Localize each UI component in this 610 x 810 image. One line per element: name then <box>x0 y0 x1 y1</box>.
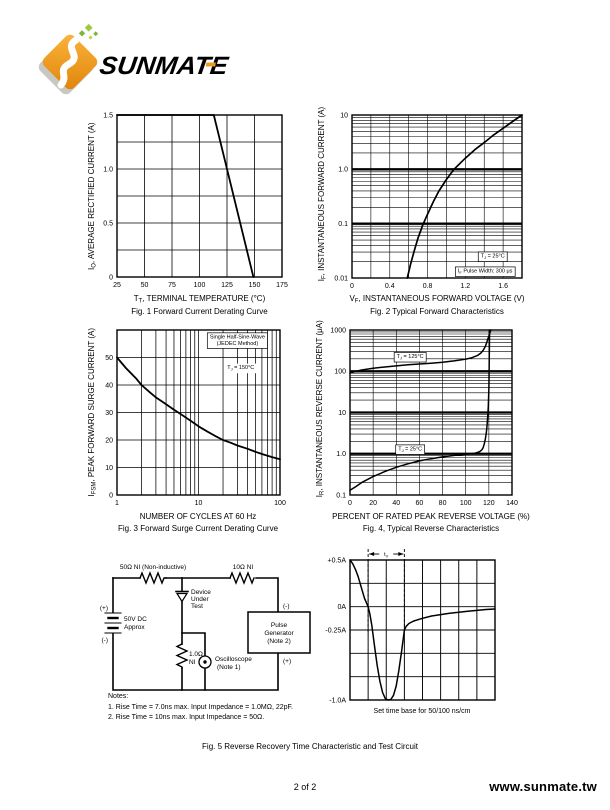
fig4-caption: Fig. 4, Typical Reverse Characteristics <box>362 524 500 533</box>
svg-text:TJ = 125°C: $T_J = 125^\circ C$ <box>396 353 424 361</box>
svg-text:TJ = 25°C: $T_J = 25^\circ C$ <box>480 253 505 261</box>
logo-e-bar <box>206 63 216 67</box>
fig4-y-axis-title: $I_R$, INSTANTANEOUS REVERSE CURRENT (μA) <box>314 320 326 498</box>
dut-label-3: Test <box>191 603 203 610</box>
svg-text:10: 10 <box>194 500 203 507</box>
dut-label-1: Device <box>191 589 211 596</box>
svg-text:1.0: 1.0 <box>338 166 348 174</box>
circuit-notes <box>108 692 293 724</box>
svg-text:1.6: 1.6 <box>498 283 508 290</box>
battery-plus-label: (+) <box>99 605 108 612</box>
resistor-1ohm <box>177 644 187 668</box>
svg-text:20: 20 <box>369 500 378 507</box>
svg-text:1: 1 <box>115 500 119 507</box>
svg-text:100: 100 <box>334 368 346 376</box>
fig5-caption: Fig. 5 Reverse Recovery Time Characteristic and Test Circuit <box>202 742 418 751</box>
pg-minus-label: (-) <box>283 603 290 610</box>
dut-label-2: Under <box>191 596 209 603</box>
fig1-y-axis-title: $I_O$, AVERAGE RECTIFIED CURRENT (A) <box>86 122 98 271</box>
scope-label-1: Oscilloscope <box>215 656 252 663</box>
svg-text:0.1: 0.1 <box>336 492 346 500</box>
fig5-waveform-chart <box>305 545 560 710</box>
svg-text:80: 80 <box>438 500 447 507</box>
svg-text:0: 0 <box>350 283 354 290</box>
resistor-10ohm <box>230 573 254 583</box>
tick-labels <box>334 112 508 290</box>
pulse-gen-label-1: Pulse <box>270 622 288 629</box>
battery-symbol <box>105 613 121 633</box>
annotation <box>396 445 425 455</box>
svg-text:0.4: 0.4 <box>384 283 395 290</box>
svg-text:120: 120 <box>483 500 495 507</box>
svg-text:1.0: 1.0 <box>103 166 113 174</box>
fig3-chart <box>85 323 300 513</box>
pulse-gen-label-3: (Note 2) <box>267 638 291 645</box>
svg-text:IF Pulse Width: 300 μs: $I_F$ Pulse Width: 300 μs <box>457 268 513 275</box>
page-number: 2 of 2 <box>293 782 317 792</box>
annotation <box>455 267 515 277</box>
sunmate-logo <box>38 22 248 102</box>
fig2-chart <box>330 100 535 295</box>
fig1-caption: Fig. 1 Forward Current Derating Curve <box>131 307 268 316</box>
svg-text:125: 125 <box>221 282 233 289</box>
pulse-gen-label-2: Generator <box>264 630 294 637</box>
svg-text:0: 0 <box>348 500 352 507</box>
fig1-x-axis-title: $T_T$, TERMINAL TEMPERATURE (°C) <box>133 294 266 305</box>
fig3-x-axis-title: NUMBER OF CYCLES AT 60 Hz <box>139 512 257 521</box>
svg-text:60: 60 <box>415 500 424 507</box>
website-link[interactable]: www.sunmate.tw <box>489 779 597 794</box>
annotation <box>394 352 426 362</box>
logo-wordmark: sunmate <box>97 52 224 80</box>
r3-label-2: NI <box>189 659 196 666</box>
fig5-test-circuit <box>95 550 320 695</box>
svg-text:30: 30 <box>105 409 113 417</box>
fig4-chart <box>328 323 543 513</box>
battery-label-1: 50V DC <box>124 616 147 623</box>
note-2: 2. Rise Time = 10ns max. Input Impedance = 50Ω. <box>108 714 265 721</box>
svg-text:0.1: 0.1 <box>338 221 348 229</box>
svg-text:50: 50 <box>140 282 149 289</box>
battery-minus-label: (-) <box>101 637 108 644</box>
pg-plus-label: (+) <box>283 658 292 665</box>
svg-text:50: 50 <box>105 354 113 362</box>
svg-text:1.2: 1.2 <box>460 283 471 290</box>
svg-text:TJ = 150°C: $T_J = 150^\circ C$ <box>227 365 255 372</box>
svg-text:140: 140 <box>506 500 518 507</box>
timebase-note: Set time base for 50/100 ns/cm <box>373 708 471 715</box>
annotation <box>225 364 257 374</box>
fig3-caption: Fig. 3 Forward Surge Current Derating Curve <box>117 524 279 533</box>
svg-text:-1.0A: -1.0A <box>329 697 346 705</box>
svg-text:1000: 1000 <box>330 327 346 335</box>
svg-text:10: 10 <box>105 464 113 472</box>
tick-labels <box>103 112 288 289</box>
fig2-x-axis-title: $V_F$, INSTANTANEOUS FORWARD VOLTAGE (V) <box>349 294 525 305</box>
diode-symbol <box>176 592 188 602</box>
tick-labels <box>105 355 286 507</box>
r3-label-1: 1.0Ω <box>189 651 203 658</box>
svg-text:0.8: 0.8 <box>422 283 433 290</box>
svg-text:10: 10 <box>338 409 346 417</box>
svg-text:0.01: 0.01 <box>334 275 348 283</box>
svg-text:1.0: 1.0 <box>336 451 346 459</box>
svg-text:40: 40 <box>105 382 113 390</box>
svg-text:20: 20 <box>105 437 113 445</box>
svg-text:Single Half-Sine-Wave: Single Half-Sine-Wave <box>209 334 265 341</box>
fig2-caption: Fig. 2 Typical Forward Characteristics <box>370 307 504 316</box>
svg-text:10: 10 <box>340 112 348 120</box>
grid-lines <box>117 330 280 495</box>
svg-text:25: 25 <box>113 282 121 289</box>
annotation <box>207 333 267 349</box>
svg-text:0.5: 0.5 <box>103 220 113 228</box>
svg-text:40: 40 <box>392 500 401 507</box>
fig2-y-axis-title: $I_F$, INSTANTANEOUS FORWARD CURRENT (A) <box>316 106 328 282</box>
svg-text:1.5: 1.5 <box>103 112 113 120</box>
r2-label: 10Ω NI <box>232 564 254 571</box>
tick-labels <box>325 557 346 704</box>
svg-text:100: 100 <box>274 500 286 507</box>
scope-label-2: (Note 1) <box>217 664 241 671</box>
fig1-chart <box>85 100 300 295</box>
r1-label: 50Ω NI (Non-inductive) <box>119 564 187 571</box>
svg-text:75: 75 <box>168 282 176 289</box>
fig3-y-axis-title: $I_{FSM}$, PEAK FORWARD SURGE CURRENT (A) <box>86 327 98 497</box>
notes-title: Notes: <box>108 693 129 700</box>
svg-text:trr: $t_{rr}$ <box>384 552 389 559</box>
svg-text:150: 150 <box>248 282 261 289</box>
resistor-50ohm <box>140 573 166 583</box>
svg-text:0A: 0A <box>337 604 346 612</box>
logo-green-dots <box>79 24 98 40</box>
svg-text:100: 100 <box>459 500 472 507</box>
fig4-x-axis-title: PERCENT OF RATED PEAK REVERSE VOLTAGE (%) <box>332 512 530 521</box>
annotation <box>478 252 507 262</box>
svg-text:175: 175 <box>276 282 288 289</box>
svg-text:0: 0 <box>109 274 113 282</box>
svg-text:100: 100 <box>193 282 206 289</box>
svg-text:-0.25A: -0.25A <box>325 627 346 635</box>
svg-text:0: 0 <box>109 492 113 500</box>
svg-text:(JEDEC Method): (JEDEC Method) <box>216 340 259 347</box>
svg-text:+0.5A: +0.5A <box>327 557 346 565</box>
battery-label-2: Approx <box>124 624 145 631</box>
svg-text:TJ = 25°C: $T_J = 25^\circ C$ <box>398 446 423 453</box>
note-1: 1. Rise Time = 7.0ns max. Input Impedance = 1.0MΩ, 22pF. <box>108 703 293 711</box>
grid-lines <box>117 115 282 277</box>
